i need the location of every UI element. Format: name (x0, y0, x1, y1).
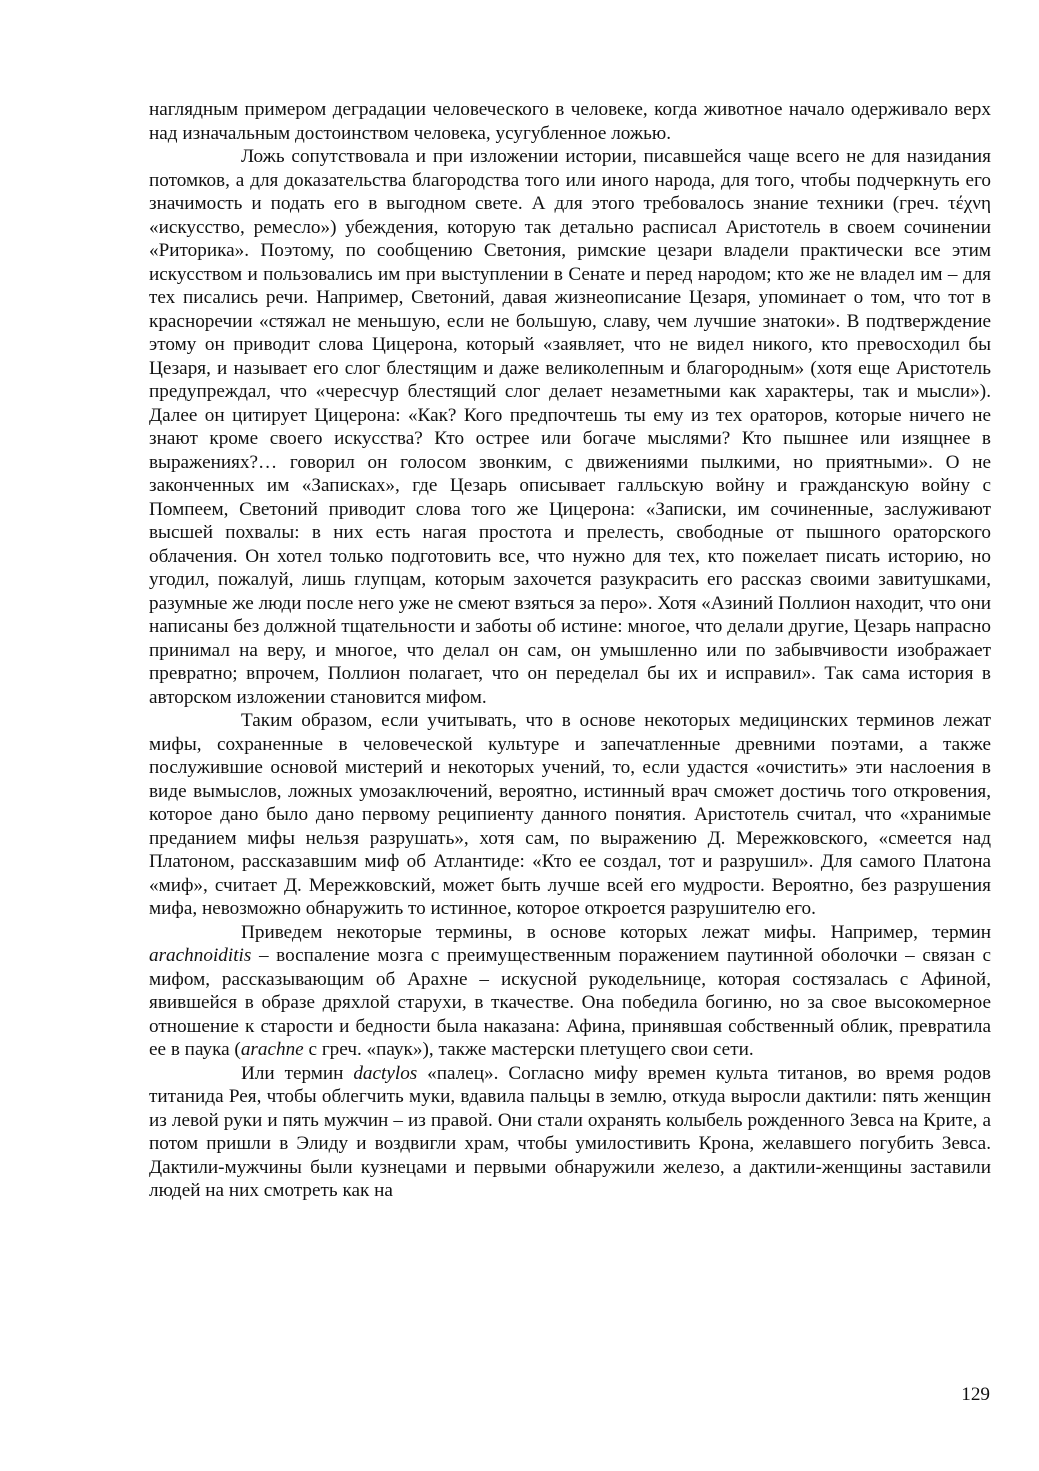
term-arachnoiditis: arachnoiditis (149, 945, 252, 966)
paragraph-4 (149, 921, 991, 1062)
paragraph-4-text-a: Приведем некоторые термины, в основе которых лежат мифы. Например, термин (241, 921, 991, 943)
body-text (149, 98, 991, 1203)
page-number: 129 (961, 1384, 990, 1405)
paragraph-2: Ложь сопутствовала и при изложении истории, писавшейся чаще всего не для назидания потомков, а для доказательства благородства того или иного народа, для того, чтобы подчеркнуть его значимость и подать его в выгодном свете. А для этого требовалось знание техники (греч. τέχνη «искусство, ремесло») убеждения, которую так детально расписал Аристотель в своем сочинении «Риторика». Поэтому, по сообщению Светония, римские цезари владели практически все этим искусством и пользовались им при выступлении в Сенате и перед народом; кто же не владел им – для тех писались речи. Например, Светоний, давая жизнеописание Цезаря, упоминает о том, что тот в красноречии «стяжал не меньшую, если не большую, славу, чем лучшие знатоки». В подтверждение этому он приводит слова Цицерона, который «заявляет, что не видел никого, кто превосходил бы Цезаря, и называет его слог блестящим и даже великолепным и благородным» (хотя еще Аристотель предупреждал, что «чересчур блестящий слог делает незаметными как характеры, так и мысли»). Далее он цитирует Цицерона: «Как? Кого предпочтешь ты ему из тех ораторов, которые ничего не знают кроме своего искусства? Кто острее или богаче мыслями? Кто пышнее или изящнее в выражениях?… говорил он голосом звонким, с движениями пылкими, но приятными». О не законченных им «Записках», где Цезарь описывает галльскую войну и гражданскую войну с Помпеем, Светоний приводит слова того же Цицерона: «Записки, им сочиненные, заслуживают высшей похвалы: в них есть нагая простота и прелесть, свободные от пышного ораторского облачения. Он хотел только подготовить все, что нужно для тех, кто пожелает писать историю, но угодил, пожалуй, лишь глупцам, которым захочется разукрасить его рассказ своими завитушками, разумные же люди после него уже не смеют взяться за перо». Хотя «Азиний Поллион находит, что они написаны без должной тщательности и заботы об истине: многое, что делали другие, Цезарь напрасно принимал на веру, и многое, что делал он сам, он умышленно или по забывчивости изображает превратно; впрочем, Поллион полагает, что он переделал бы их и исправил». Так сама история в авторском изложении становится мифом. (149, 146, 991, 708)
paragraph-5 (149, 1062, 991, 1203)
paragraph-5-text-b: «палец». Согласно мифу времен культа титанов, во время родов титанида Рея, чтобы облегчить муки, вдавила пальцы в землю, откуда выросли дактили: пять женщин из левой руки и пять мужчин – из правой. Они стали охранять колыбель рожденного Зевса на Крите, а потом пришли в Элиду и воздвигли храм, чтобы умилостивить Крона, желавшего погубить Зевса. Дактили-мужчины были кузнецами и первыми обнаружили железо, а дактили-женщины заставили людей на них смотреть как на (149, 1062, 991, 1201)
paragraph-4-text-b: – воспаление мозга с преимущественным поражением паутинной оболочки – связан с мифом, рассказывающим об Арахне – искусной рукодельнице, которая состязалась с Афиной, явившейся в образе дряхлой старухи, в ткачестве. Она победила богиню, но за свое высокомерное отношение к старости и бедности была наказана: Афина, принявшая собственный облик, превратила ее в паука ( (149, 945, 991, 1060)
term-dactylos: dactylos (353, 1062, 418, 1084)
paragraph-1: наглядным примером деградации человеческого в человеке, когда животное начало одерживало верх над изначальным достоинством человека, усугубленное ложью. (149, 99, 991, 144)
term-arachne: arachne (240, 1039, 304, 1060)
paragraph-3: Таким образом, если учитывать, что в основе некоторых медицинских терминов лежат мифы, сохраненные в человеческой культуре и запечатленные древними поэтами, а также послужившие основой мистерий и некоторых учений, то, если удастся «очистить» эти наслоения в виде вымыслов, ложных умозаключений, вероятно, истинный врач сможет достичь того откровения, которое дано было дано первому реципиенту данного понятия. Аристотель считал, что «хранимые преданием мифы нельзя разрушать», хотя сам, по выражению Д. Мережковского, «смеется над Платоном, рассказавшим миф об Атлантиде: «Кто ее создал, тот и разрушил». Для самого Платона «миф», считает Д. Мережковский, может быть лучше всей его мудрости. Вероятно, без разрушения мифа, невозможно обнаружить то истинное, которое откроется разрушителю его. (149, 710, 991, 919)
paragraph-5-text-a: Или термин (241, 1062, 354, 1084)
paragraph-4-text-c: с греч. «паук»), также мастерски плетущего свои сети. (303, 1039, 754, 1060)
